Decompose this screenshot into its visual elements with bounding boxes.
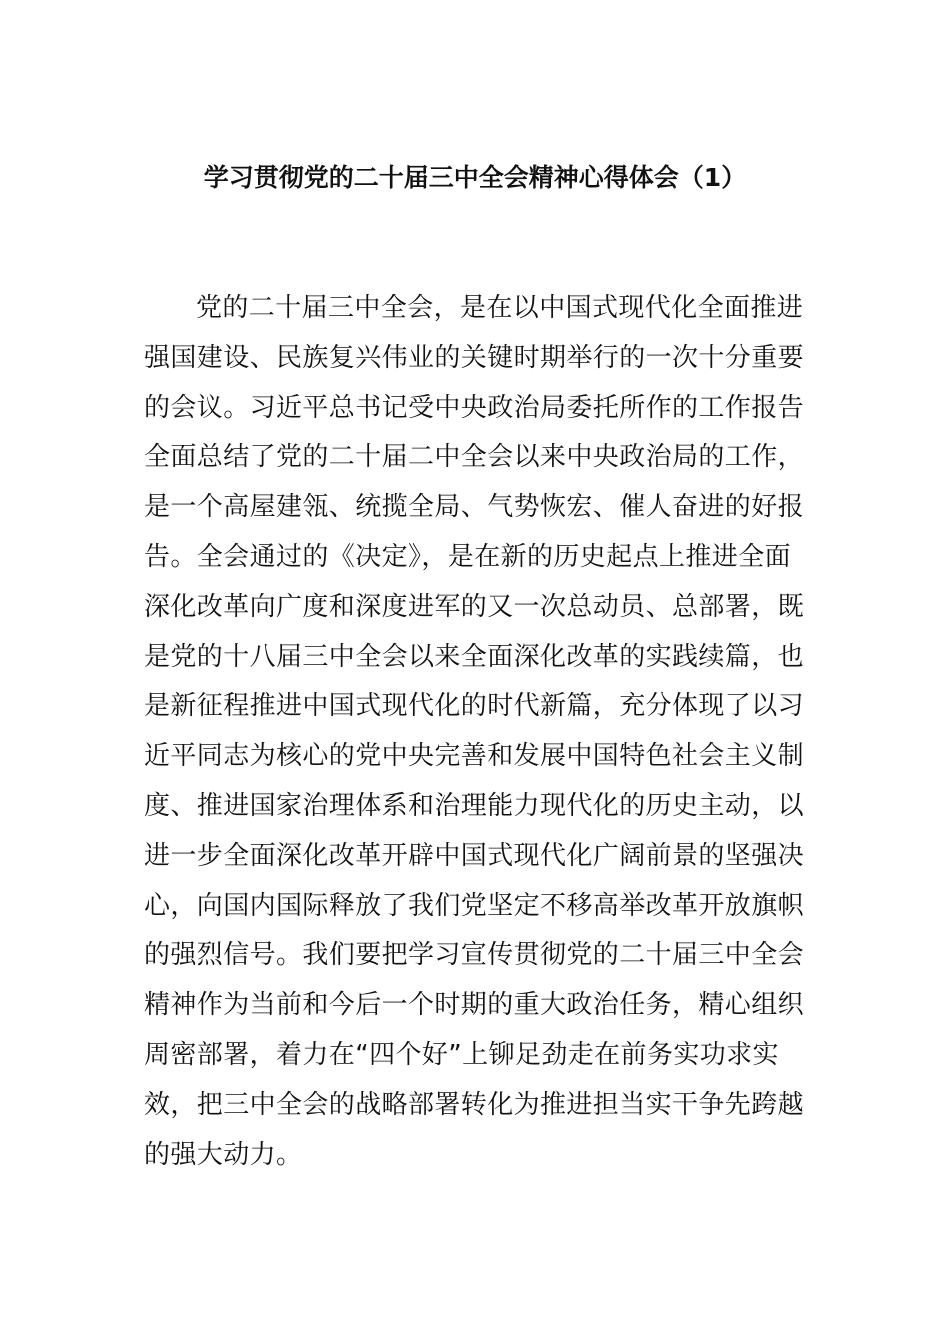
paragraph-line: 周密部署，着力在“四个好”上铆足劲走在前务实功求实 xyxy=(144,1039,779,1070)
paragraph-line: 度、推进国家治理体系和治理能力现代化的历史主动，以 xyxy=(144,790,805,821)
paragraph-line: 近平同志为核心的党中央完善和发展中国特色社会主义制 xyxy=(144,741,805,772)
paragraph-line: 告。全会通过的《决定》，是在新的历史起点上推进全面 xyxy=(144,541,792,572)
document-title: 学习贯彻党的二十届三中全会精神心得体会（1） xyxy=(203,163,747,192)
body-paragraph xyxy=(144,284,804,1180)
paragraph-line: 进一步全面深化改革开辟中国式现代化广阔前景的坚强决 xyxy=(144,840,805,871)
paragraph-line: 是一个高屋建瓴、统揽全局、气势恢宏、催人奋进的好报 xyxy=(144,492,805,523)
paragraph-line: 精神作为当前和今后一个时期的重大政治任务，精心组织 xyxy=(144,990,805,1021)
paragraph-line: 心，向国内国际释放了我们党坚定不移高举改革开放旗帜 xyxy=(144,890,805,921)
paragraph-line: 的强烈信号。我们要把学习宣传贯彻党的二十届三中全会 xyxy=(144,940,805,971)
paragraph-line: 强国建设、民族复兴伟业的关键时期举行的一次十分重要 xyxy=(144,342,805,373)
paragraph-line: 全面总结了党的二十届二中全会以来中央政治局的工作， xyxy=(144,442,805,473)
paragraph-line: 效，把三中全会的战略部署转化为推进担当实干争先跨越 xyxy=(144,1089,805,1120)
paragraph-line: 的强大动力。 xyxy=(144,1139,303,1170)
paragraph-line: 深化改革向广度和深度进军的又一次总动员、总部署，既 xyxy=(144,591,805,622)
paragraph-line: 是新征程推进中国式现代化的时代新篇，充分体现了以习 xyxy=(144,691,805,722)
paragraph-line: 党的二十届三中全会，是在以中国式现代化全面推进 xyxy=(196,293,804,323)
paragraph-line: 是党的十八届三中全会以来全面深化改革的实践续篇，也 xyxy=(144,641,805,672)
paragraph-line: 的会议。习近平总书记受中央政治局委托所作的工作报告 xyxy=(144,392,805,423)
